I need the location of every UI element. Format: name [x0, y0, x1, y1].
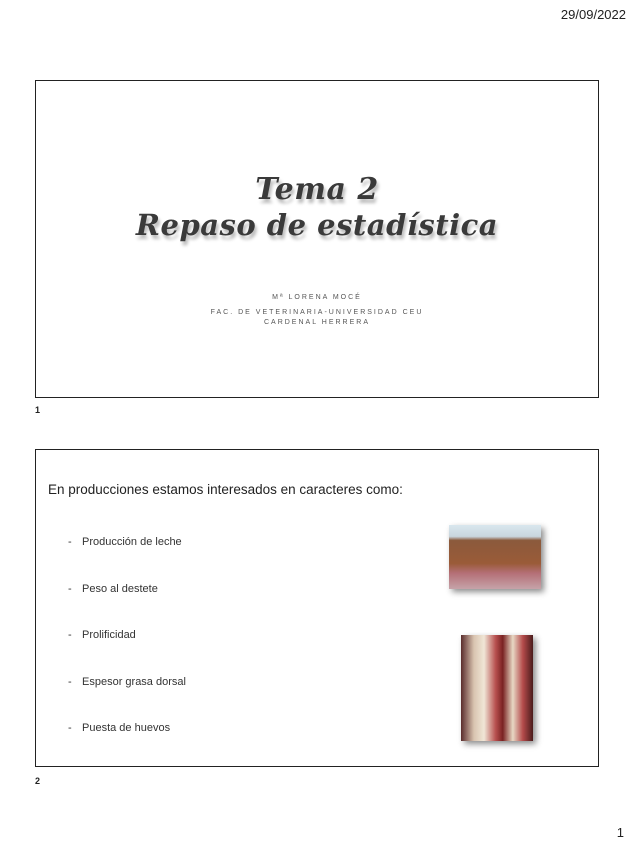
- bullet-text: Peso al destete: [82, 582, 158, 595]
- author-block: [36, 293, 598, 328]
- title-line-2: Repaso de estadística: [135, 208, 499, 242]
- sausages-photo: [449, 525, 541, 589]
- bullet-text: Prolificidad: [82, 629, 136, 641]
- bullet-dash: -: [68, 582, 72, 595]
- affiliation-line-2: CARDENAL HERRERA: [263, 319, 371, 326]
- affiliation-line-1: FAC. DE VETERINARIA-UNIVERSIDAD CEU: [210, 309, 424, 316]
- bullet-list: [68, 536, 186, 769]
- carcass-photo: [461, 635, 533, 741]
- slide-1: [35, 80, 599, 398]
- slide-number-2: 2: [35, 776, 41, 786]
- list-item: [68, 676, 186, 723]
- bullet-dash: -: [68, 722, 72, 734]
- slide-number-1: 1: [35, 405, 41, 415]
- slide-2: [35, 449, 599, 767]
- list-item: [68, 536, 186, 583]
- bullet-text: Puesta de huevos: [82, 722, 171, 734]
- slide-title: [36, 173, 598, 243]
- list-item: [68, 583, 186, 630]
- author-name: Mª LORENA MOCÉ: [272, 294, 362, 301]
- list-item: [68, 629, 186, 676]
- bullet-dash: -: [68, 675, 72, 688]
- bullet-dash: -: [68, 629, 72, 641]
- bullet-dash: -: [68, 536, 72, 548]
- bullet-text: Espesor grasa dorsal: [82, 675, 186, 688]
- page-number: 1: [616, 825, 624, 840]
- title-line-1: Tema 2: [255, 172, 379, 207]
- list-item: [68, 722, 186, 769]
- slide-heading: En producciones estamos interesados en caracteres como:: [48, 482, 403, 497]
- bullet-text: Producción de leche: [82, 536, 182, 548]
- page-date: 29/09/2022: [560, 7, 626, 22]
